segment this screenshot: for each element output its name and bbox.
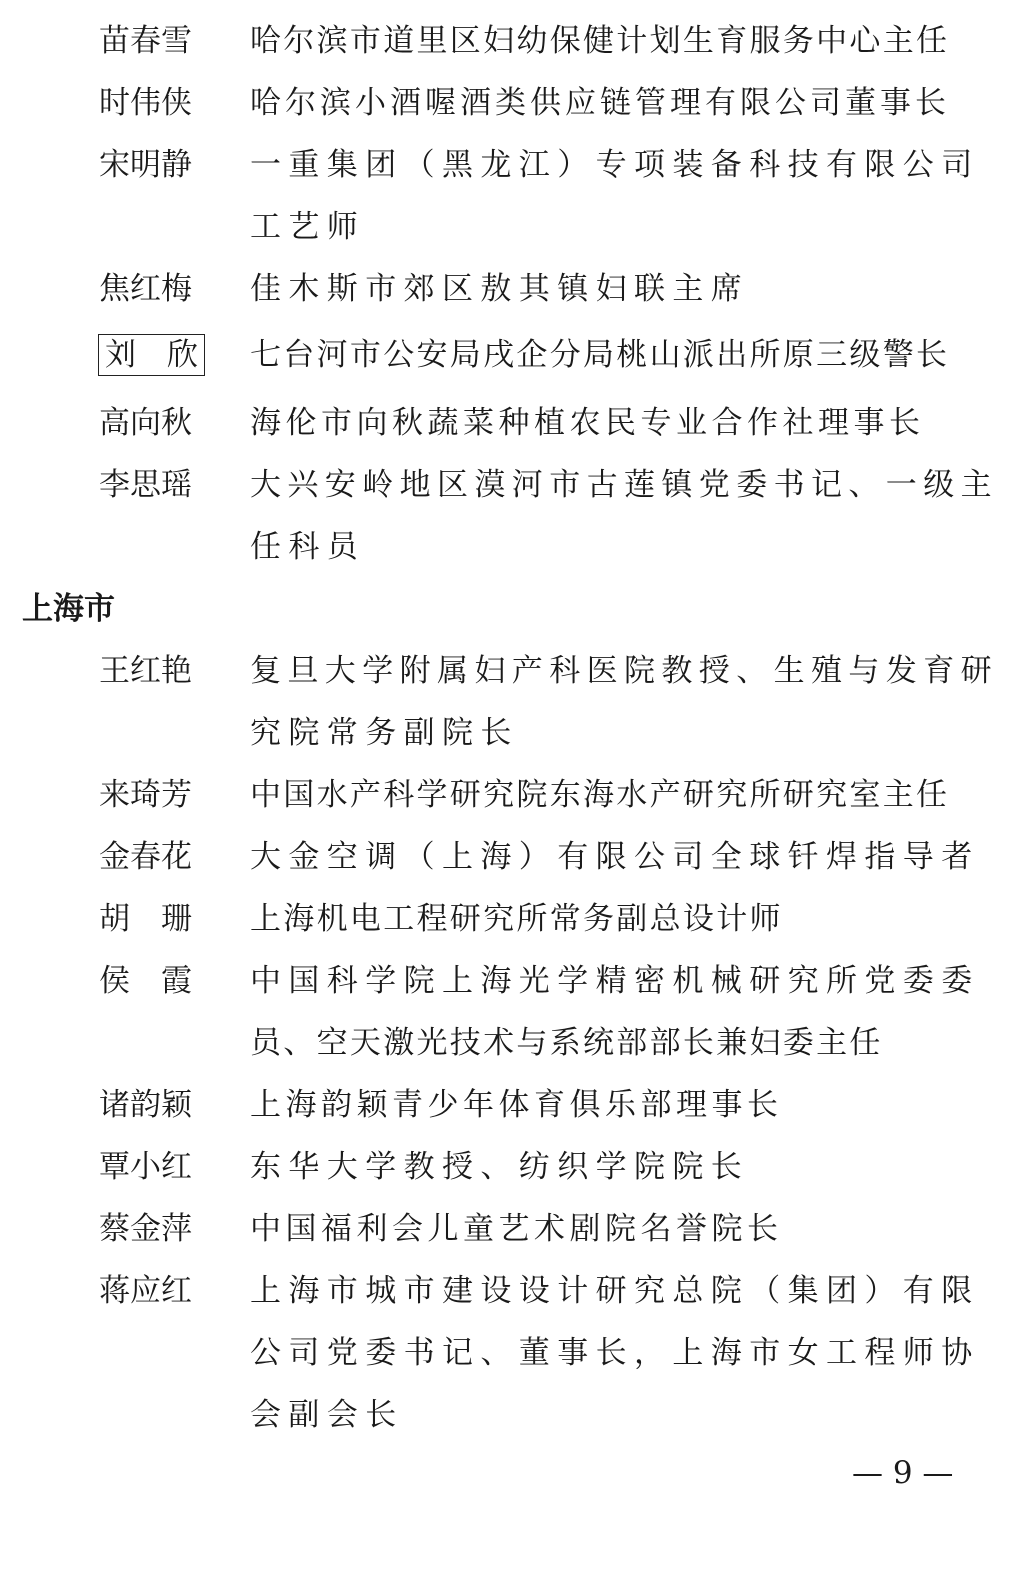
person-title: 哈尔滨小酒喔酒类供应链管理有限公司董事长 (250, 85, 950, 121)
person-entry (0, 1136, 1025, 1198)
person-entry (0, 392, 1025, 454)
person-name: 诸韵颖 (99, 1087, 192, 1123)
person-name: 苗春雪 (99, 23, 192, 59)
person-entry (0, 1198, 1025, 1260)
person-title: 中国福利会儿童艺术剧院名誉院长 (250, 1211, 783, 1247)
person-name: 焦红梅 (99, 271, 192, 307)
person-name: 刘 欣 (98, 334, 205, 376)
person-title: 中国科学院上海光学精密机械研究所党委委 (250, 963, 980, 999)
person-title: 复旦大学附属妇产科医院教授、生殖与发育研 (250, 653, 998, 689)
person-entry (0, 72, 1025, 134)
person-name: 高向秋 (99, 405, 192, 441)
person-entry (0, 454, 1025, 565)
person-name: 宋明静 (99, 147, 192, 183)
person-name: 时伟侠 (99, 85, 192, 121)
person-title: 佳木斯市郊区敖其镇妇联主席 (250, 271, 750, 307)
person-entry (0, 10, 1025, 72)
person-title-continued: 公司党委书记、董事长，上海市女工程师协 (250, 1335, 980, 1371)
person-title: 海伦市向秋蔬菜种植农民专业合作社理事长 (250, 405, 925, 441)
person-entry (0, 1074, 1025, 1136)
person-title: 大兴安岭地区漠河市古莲镇党委书记、一级主 (250, 467, 998, 503)
person-title: 上海机电工程研究所常务副总设计师 (250, 901, 783, 937)
person-entry (0, 640, 1025, 751)
person-title-continued: 任科员 (250, 529, 366, 565)
person-name: 王红艳 (99, 653, 192, 689)
person-entry (0, 324, 1025, 386)
person-title: 七台河市公安局戌企分局桃山派出所原三级警长 (250, 337, 950, 373)
page-number: — 9 — (852, 1455, 954, 1491)
person-entry (0, 764, 1025, 826)
person-name: 侯 霞 (99, 963, 192, 999)
person-title: 上海韵颖青少年体育俱乐部理事长 (250, 1087, 783, 1123)
person-entry (0, 1260, 1025, 1433)
person-entry (0, 950, 1025, 1061)
person-name: 胡 珊 (99, 901, 192, 937)
person-entry (0, 888, 1025, 950)
person-title-continued: 员、空天激光技术与系统部部长兼妇委主任 (250, 1025, 883, 1061)
person-name: 覃小红 (99, 1149, 192, 1185)
person-title: 上海市城市建设设计研究总院（集团）有限 (250, 1273, 980, 1309)
person-entry (0, 134, 1025, 245)
person-title: 东华大学教授、纺织学院院长 (250, 1149, 750, 1185)
person-entry (0, 826, 1025, 888)
person-entry (0, 258, 1025, 320)
person-name: 蒋应红 (99, 1273, 192, 1309)
section-heading: 上海市 (22, 591, 115, 627)
person-name: 金春花 (99, 839, 192, 875)
person-title-continued: 究院常务副院长 (250, 715, 519, 751)
person-name-boxed (99, 324, 219, 386)
person-name: 蔡金萍 (99, 1211, 192, 1247)
person-name: 李思瑶 (99, 467, 192, 503)
person-title: 一重集团（黑龙江）专项装备科技有限公司 (250, 147, 980, 183)
person-title-continued: 工艺师 (250, 209, 366, 245)
person-name: 来琦芳 (99, 777, 192, 813)
person-title: 哈尔滨市道里区妇幼保健计划生育服务中心主任 (250, 23, 950, 59)
person-title: 中国水产科学研究院东海水产研究所研究室主任 (250, 777, 950, 813)
person-title: 大金空调（上海）有限公司全球钎焊指导者 (250, 839, 980, 875)
person-title-continued: 会副会长 (250, 1397, 404, 1433)
